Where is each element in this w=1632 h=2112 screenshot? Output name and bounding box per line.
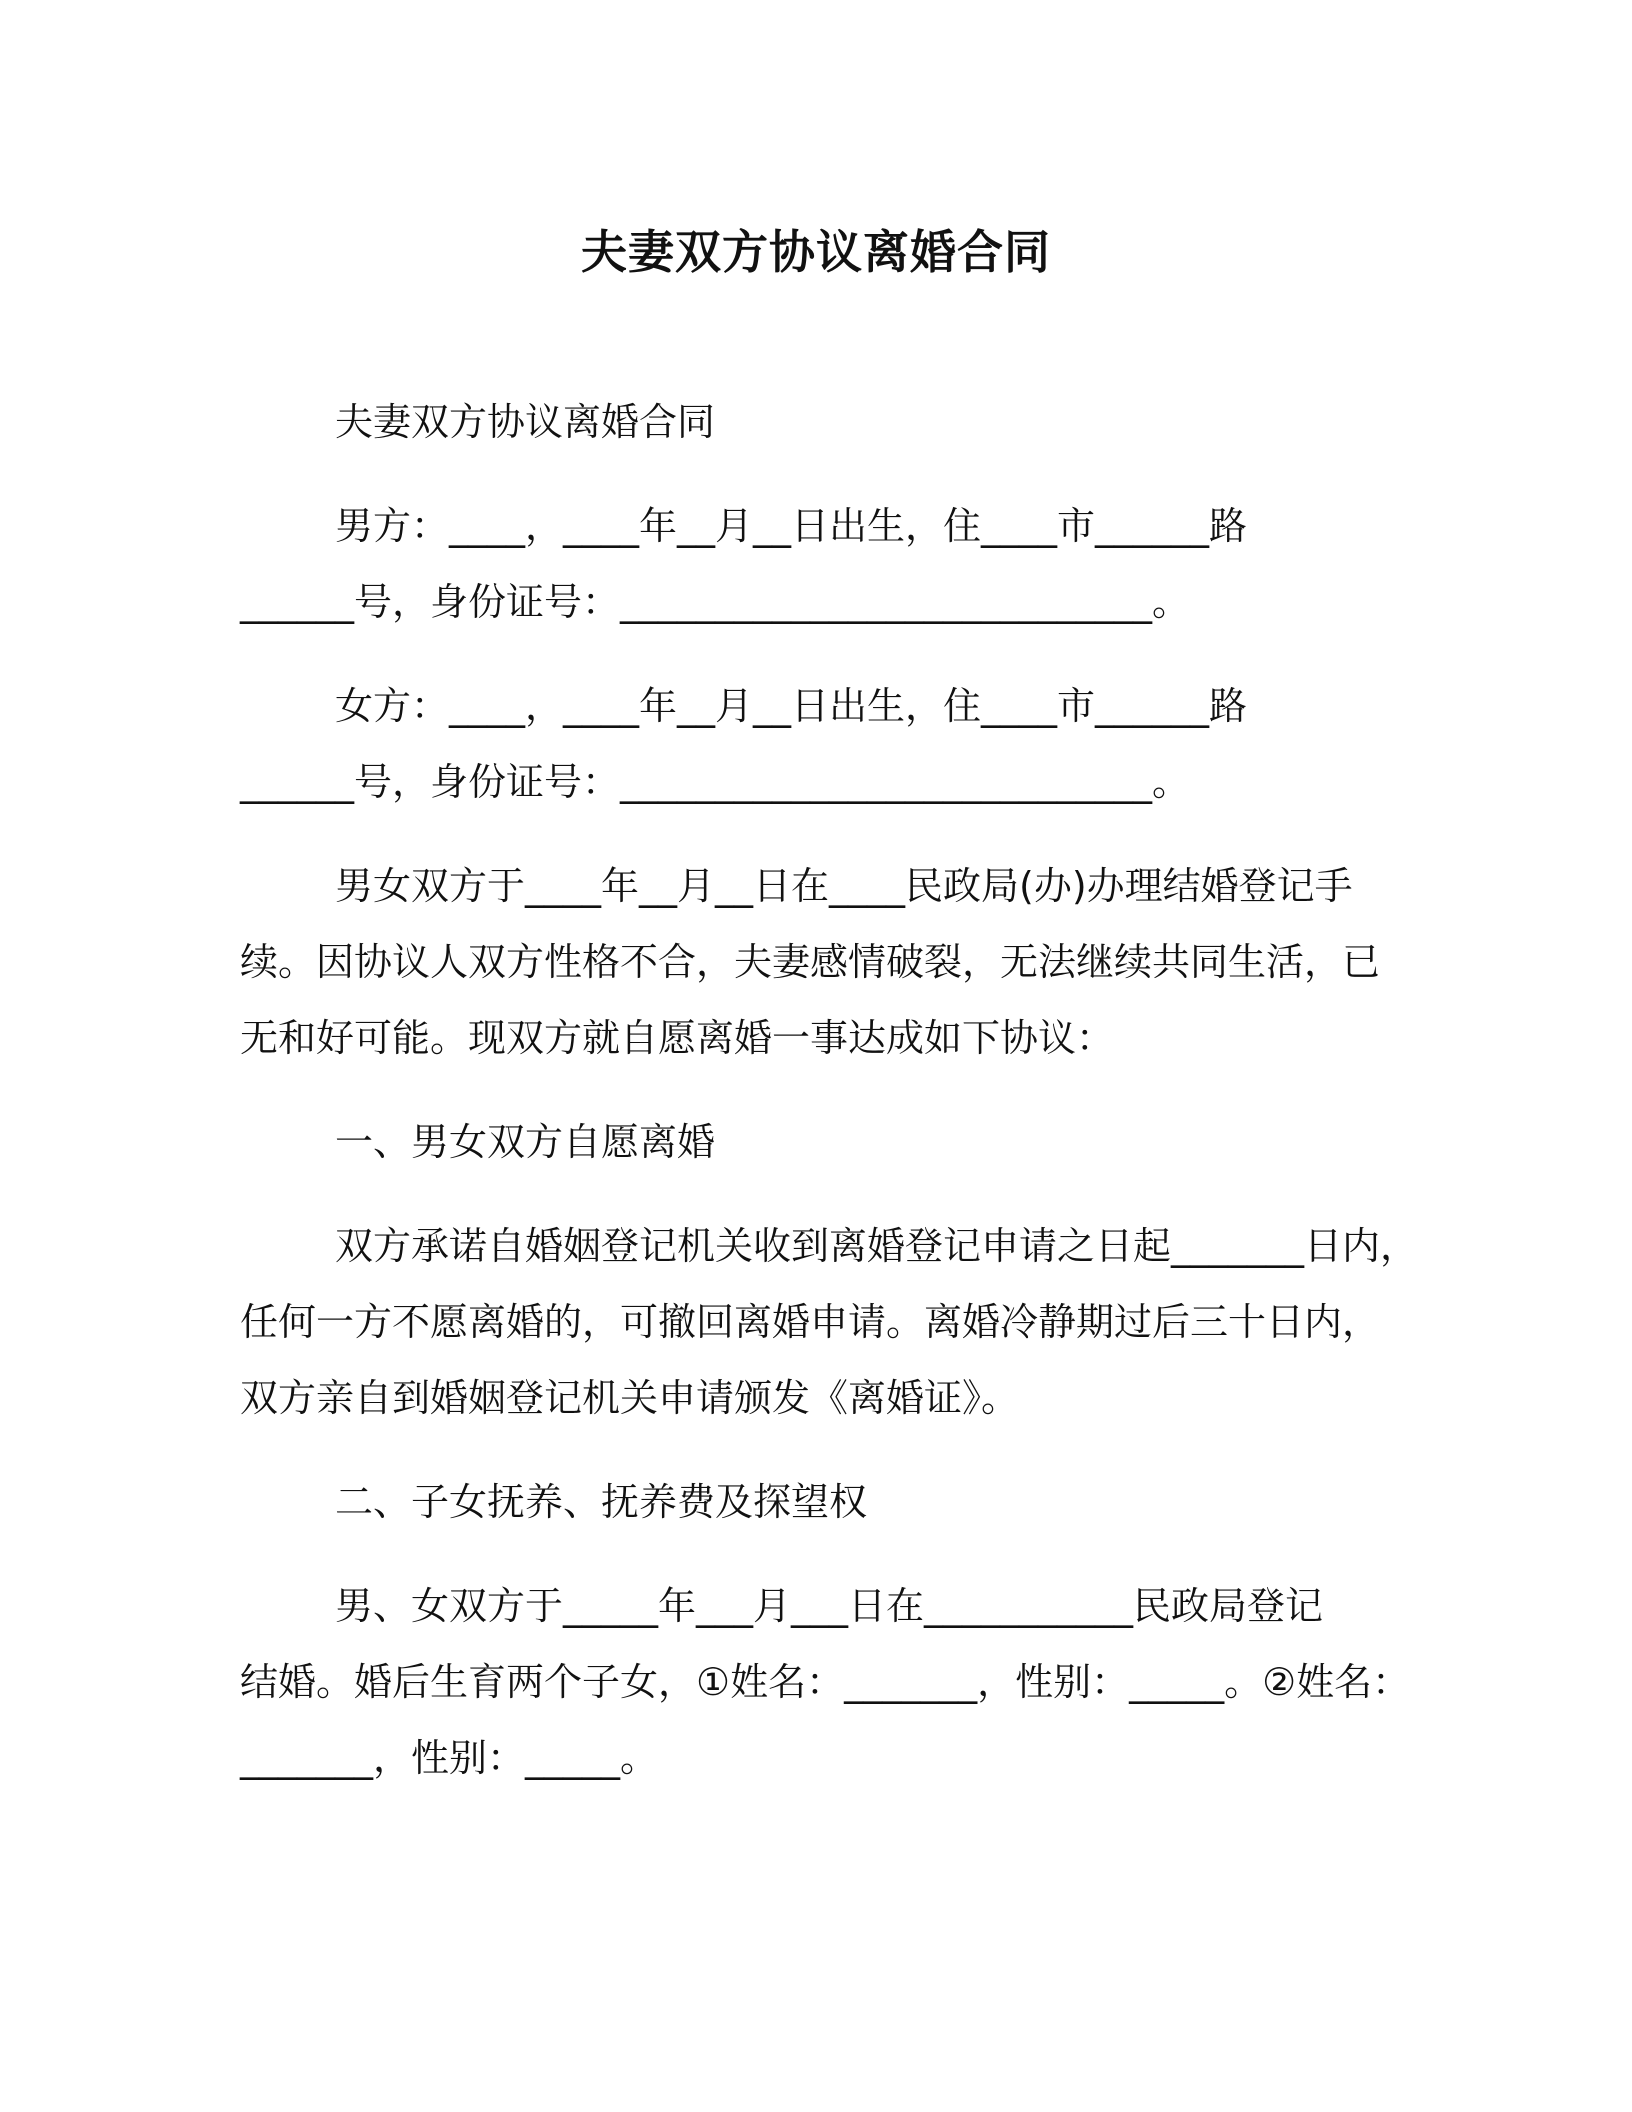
section-1-line-3: 双方亲自到婚姻登记机关申请颁发《离婚证》。 — [240, 1376, 1020, 1420]
preamble-line-1: 男女双方于____年__月__日在____民政局(办)办理结婚登记手 — [335, 864, 1353, 908]
section-1-heading: 一、男女双方自愿离婚 — [335, 1120, 716, 1164]
document-title: 夫妻双方协议离婚合同 — [581, 225, 1051, 279]
male-party-line-1: 男方：____，____年__月__日出生，住____市______路 — [335, 504, 1248, 548]
section-1-line-2: 任何一方不愿离婚的，可撤回离婚申请。离婚冷静期过后三十日内， — [240, 1300, 1381, 1344]
female-party-line-2: ______号，身份证号：____________________________。 — [240, 760, 1191, 804]
preamble-line-2: 续。因协议人双方性格不合，夫妻感情破裂，无法继续共同生活，已 — [240, 940, 1381, 984]
section-2-line-2: 结婚。婚后生育两个子女，①姓名：_______，性别：_____。②姓名： — [240, 1660, 1411, 1704]
section-2-line-1: 男、女双方于_____年___月___日在___________民政局登记 — [335, 1584, 1324, 1628]
document-subtitle: 夫妻双方协议离婚合同 — [335, 400, 716, 444]
female-party-line-1: 女方：____，____年__月__日出生，住____市______路 — [335, 684, 1248, 728]
section-1-line-1: 双方承诺自婚姻登记机关收到离婚登记申请之日起_______日内， — [335, 1224, 1419, 1268]
male-party-line-2: ______号，身份证号：____________________________。 — [240, 580, 1191, 624]
preamble-line-3: 无和好可能。现双方就自愿离婚一事达成如下协议： — [240, 1016, 1115, 1060]
section-2-heading: 二、子女抚养、抚养费及探望权 — [335, 1480, 868, 1524]
section-2-line-3: _______，性别：_____。 — [240, 1736, 659, 1780]
